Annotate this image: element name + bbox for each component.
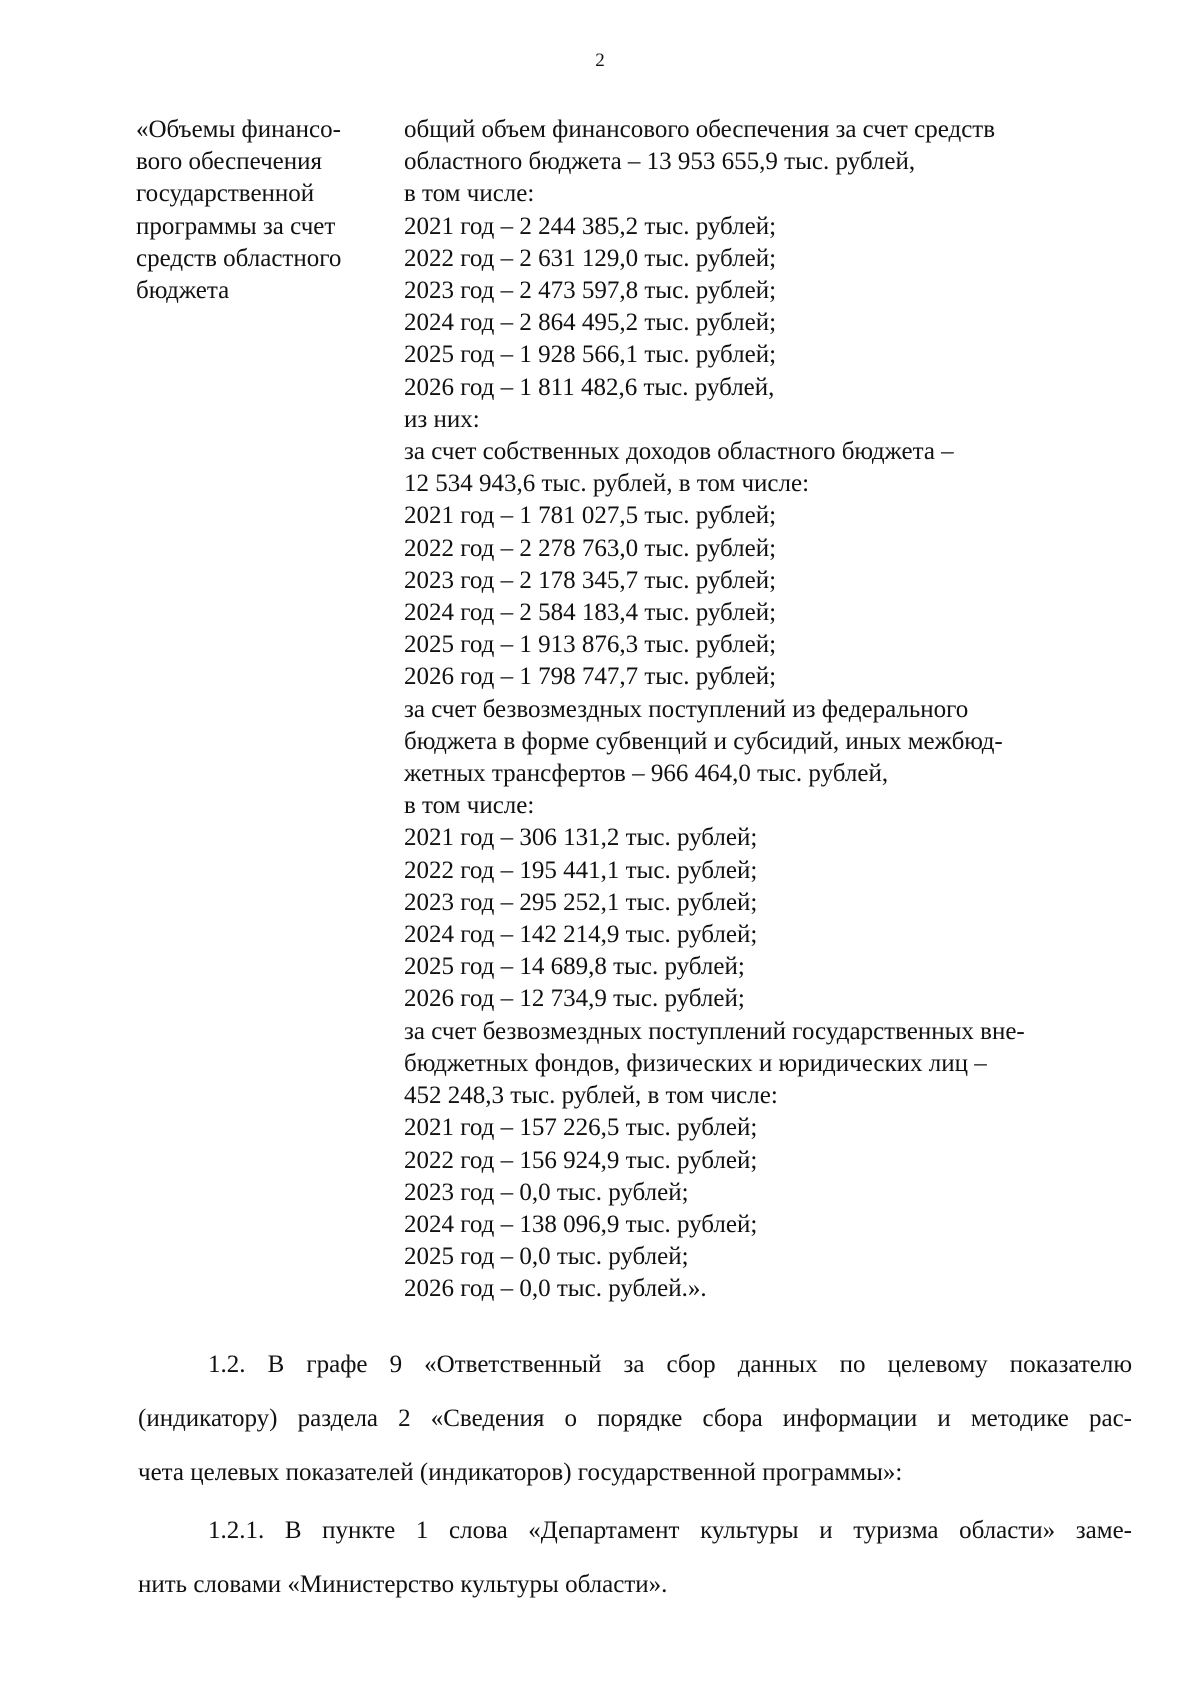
funding-line: 2024 год – 138 096,9 тыс. рублей;	[404, 1210, 758, 1238]
funding-line: 2024 год – 142 214,9 тыс. рублей;	[404, 921, 758, 949]
funding-line: бюджета в форме субвенций и субсидий, иных межбюд-	[404, 727, 1003, 755]
funding-line: в том числе:	[404, 180, 535, 208]
funding-line: 2025 год – 14 689,8 тыс. рублей;	[404, 953, 745, 981]
funding-line: за счет безвозмездных поступлений из федерального	[404, 695, 969, 723]
page-number: 2	[595, 50, 605, 71]
funding-line: 2025 год – 0,0 тыс. рублей;	[404, 1243, 689, 1271]
funding-line: 2021 год – 1 781 027,5 тыс. рублей;	[404, 502, 777, 530]
funding-line: 2023 год – 2 178 345,7 тыс. рублей;	[404, 566, 777, 594]
funding-line: 2025 год – 1 913 876,3 тыс. рублей;	[404, 631, 777, 659]
funding-line: 12 534 943,6 тыс. рублей, в том числе:	[404, 470, 810, 498]
funding-line: за счет собственных доходов областного бюджета –	[404, 438, 954, 466]
funding-line: 2023 год – 2 473 597,8 тыс. рублей;	[404, 277, 777, 305]
funding-line: 2024 год – 2 584 183,4 тыс. рублей;	[404, 599, 777, 627]
funding-line: из них:	[404, 405, 480, 433]
funding-details-cell	[404, 114, 1124, 1306]
left-label-line: «Объемы финансо-	[136, 116, 341, 143]
paragraph-line: (индикатору) раздела 2 «Сведения о порядке сбора информации и методике рас-	[138, 1405, 1132, 1432]
funding-line: бюджетных фондов, физических и юридических лиц –	[404, 1049, 987, 1077]
paragraph-line: 1.2.1. В пункте 1 слова «Департамент культуры и туризма области» заме-	[208, 1517, 1132, 1544]
body-paragraphs	[138, 1338, 1132, 1616]
funding-line: 2021 год – 157 226,5 тыс. рублей;	[404, 1114, 758, 1142]
funding-line: 2022 год – 156 924,9 тыс. рублей;	[404, 1146, 758, 1174]
paragraph-1-2-1	[138, 1504, 1132, 1612]
funding-line: 2024 год – 2 864 495,2 тыс. рублей;	[404, 309, 777, 337]
funding-line: 2021 год – 2 244 385,2 тыс. рублей;	[404, 212, 777, 240]
left-label-line: бюджета	[136, 277, 230, 305]
funding-line: 452 248,3 тыс. рублей, в том числе:	[404, 1082, 778, 1110]
funding-line: 2022 год – 2 631 129,0 тыс. рублей;	[404, 244, 777, 272]
funding-line: 2026 год – 1 811 482,6 тыс. рублей,	[404, 373, 775, 401]
paragraph-line: 1.2. В графе 9 «Ответственный за сбор данных по целевому показателю	[208, 1351, 1132, 1378]
funding-line: областного бюджета – 13 953 655,9 тыс. рублей,	[404, 148, 916, 176]
funding-line: 2021 год – 306 131,2 тыс. рублей;	[404, 824, 758, 852]
left-label-line: вого обеспечения	[136, 148, 322, 176]
funding-line: 2026 год – 0,0 тыс. рублей.».	[404, 1275, 707, 1303]
funding-line: 2026 год – 12 734,9 тыс. рублей;	[404, 985, 745, 1013]
funding-line: в том числе:	[404, 792, 535, 820]
funding-line: за счет безвозмездных поступлений государственных вне-	[404, 1017, 1025, 1045]
left-label-line: государственной	[136, 180, 315, 208]
funding-line: общий объем финансового обеспечения за счет средств	[404, 116, 996, 143]
left-label-line: программы за счет	[136, 212, 336, 240]
paragraph-line: нить словами «Министерство культуры области».	[138, 1571, 668, 1598]
paragraph-line: чета целевых показателей (индикаторов) государственной программы»:	[138, 1459, 903, 1486]
paragraph-1-2	[138, 1338, 1132, 1500]
funding-line: 2023 год – 0,0 тыс. рублей;	[404, 1178, 689, 1206]
funding-line: жетных трансфертов – 966 464,0 тыс. рублей,	[404, 760, 889, 788]
funding-line: 2026 год – 1 798 747,7 тыс. рублей;	[404, 663, 777, 691]
funding-line: 2023 год – 295 252,1 тыс. рублей;	[404, 888, 758, 916]
left-label-cell	[136, 114, 386, 307]
funding-line: 2022 год – 2 278 763,0 тыс. рублей;	[404, 534, 777, 562]
left-label-line: средств областного	[136, 244, 342, 272]
funding-line: 2022 год – 195 441,1 тыс. рублей;	[404, 856, 758, 884]
funding-line: 2025 год – 1 928 566,1 тыс. рублей;	[404, 341, 777, 369]
